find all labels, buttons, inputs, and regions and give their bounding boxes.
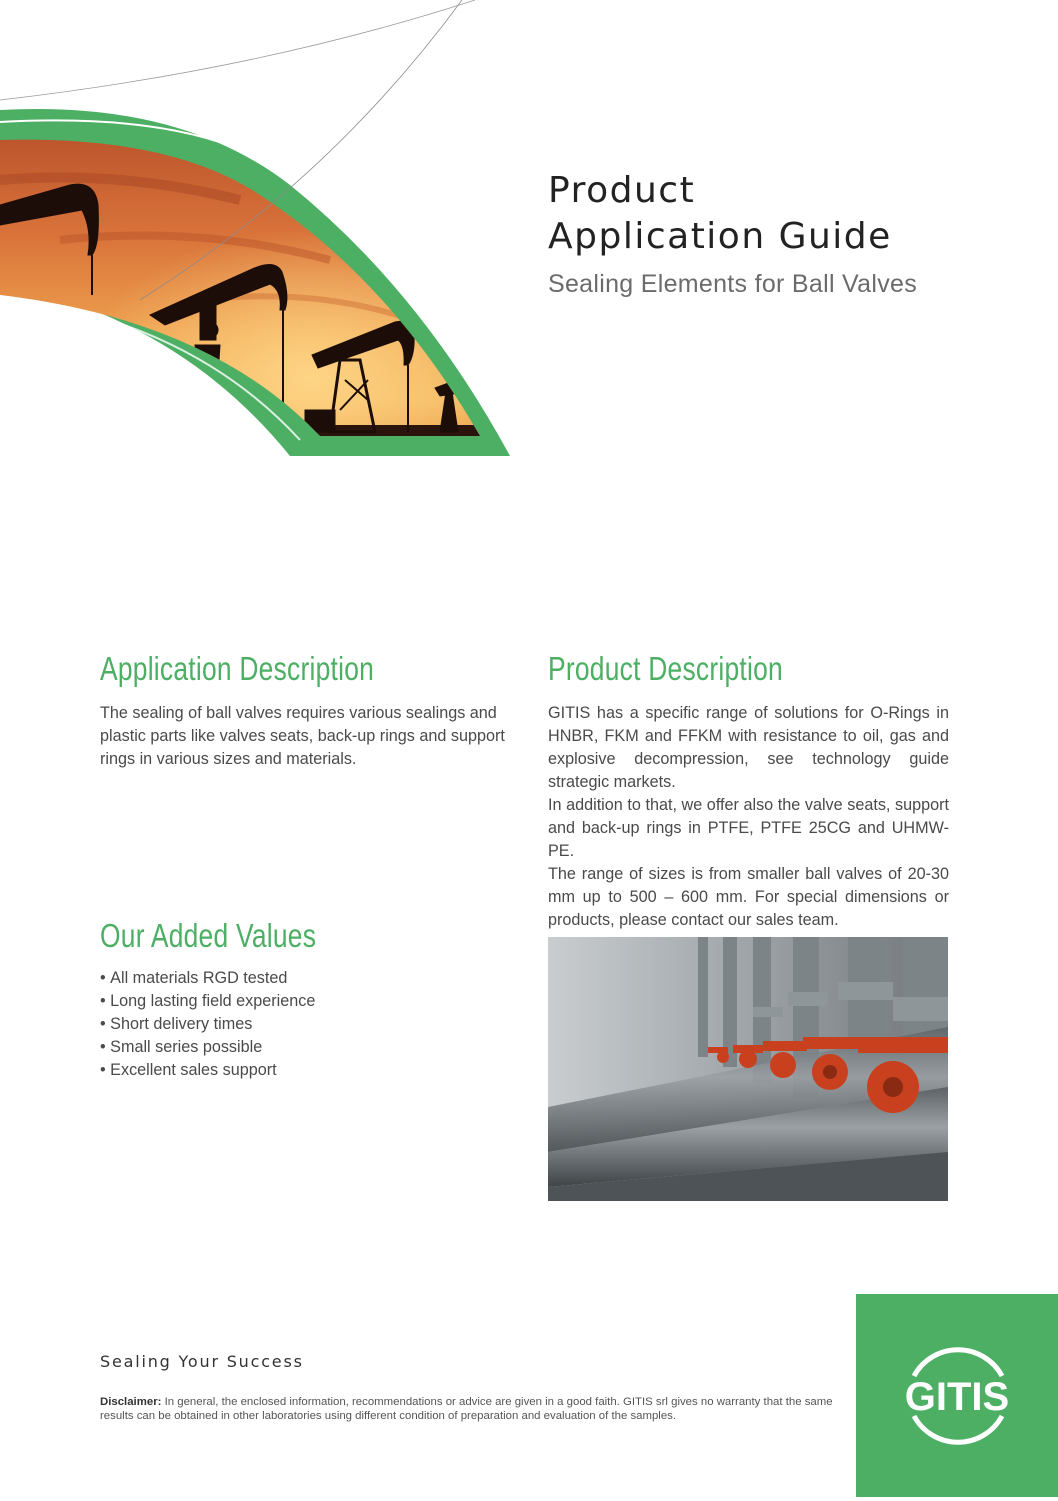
disclaimer: [100, 1395, 840, 1423]
list-item: • Long lasting field experience: [100, 990, 315, 1013]
product-text: [548, 702, 949, 932]
product-paragraph-2: In addition to that, we offer also the valve seats, support and back-up rings in PTFE, PTFE 25CG and UHMW-PE.: [548, 796, 949, 860]
pipeline-valves-image: [548, 937, 948, 1201]
tagline: Sealing Your Success: [100, 1352, 304, 1371]
application-text: The sealing of ball valves requires various sealings and plastic parts like valves seats, back-up rings and support rings in various sizes and materials.: [100, 704, 505, 768]
product-paragraph-1: GITIS has a specific range of solutions for O-Rings in HNBR, FKM and FFKM with resistance to oil, gas and explosive decompression, see technology guide strategic markets.: [548, 704, 949, 791]
gitis-logo: [856, 1294, 1058, 1497]
page-title: [548, 168, 1008, 260]
list-item: • Short delivery times: [100, 1013, 315, 1036]
application-heading: Application Description: [100, 650, 375, 687]
disclaimer-text: In general, the enclosed information, recommendations or advice are given in a good faith. GITIS srl gives no warranty that the same results can be obtained in other laboratories using different condition of preparation and evaluation of the samples.: [100, 1396, 833, 1422]
gitis-logo-icon: [856, 1294, 1058, 1497]
values-heading: Our Added Values: [100, 917, 317, 954]
values-list: [100, 967, 315, 1082]
title-line-1: Product: [548, 170, 696, 211]
product-heading: Product Description: [548, 650, 783, 687]
logo-text: GITIS: [904, 1375, 1010, 1419]
list-item: • All materials RGD tested: [100, 967, 315, 990]
page-subtitle: Sealing Elements for Ball Valves: [548, 270, 918, 298]
list-item: • Excellent sales support: [100, 1059, 315, 1082]
list-item: • Small series possible: [100, 1036, 315, 1059]
disclaimer-label: Disclaimer:: [100, 1396, 162, 1408]
title-block: [548, 168, 1008, 299]
product-paragraph-3: The range of sizes is from smaller ball valves of 20-30 mm up to 500 – 600 mm. For special dimensions or products, please contact our sales team.: [548, 865, 949, 929]
hero-oil-pumps-image: [0, 0, 520, 470]
title-line-2: Application Guide: [548, 216, 892, 257]
